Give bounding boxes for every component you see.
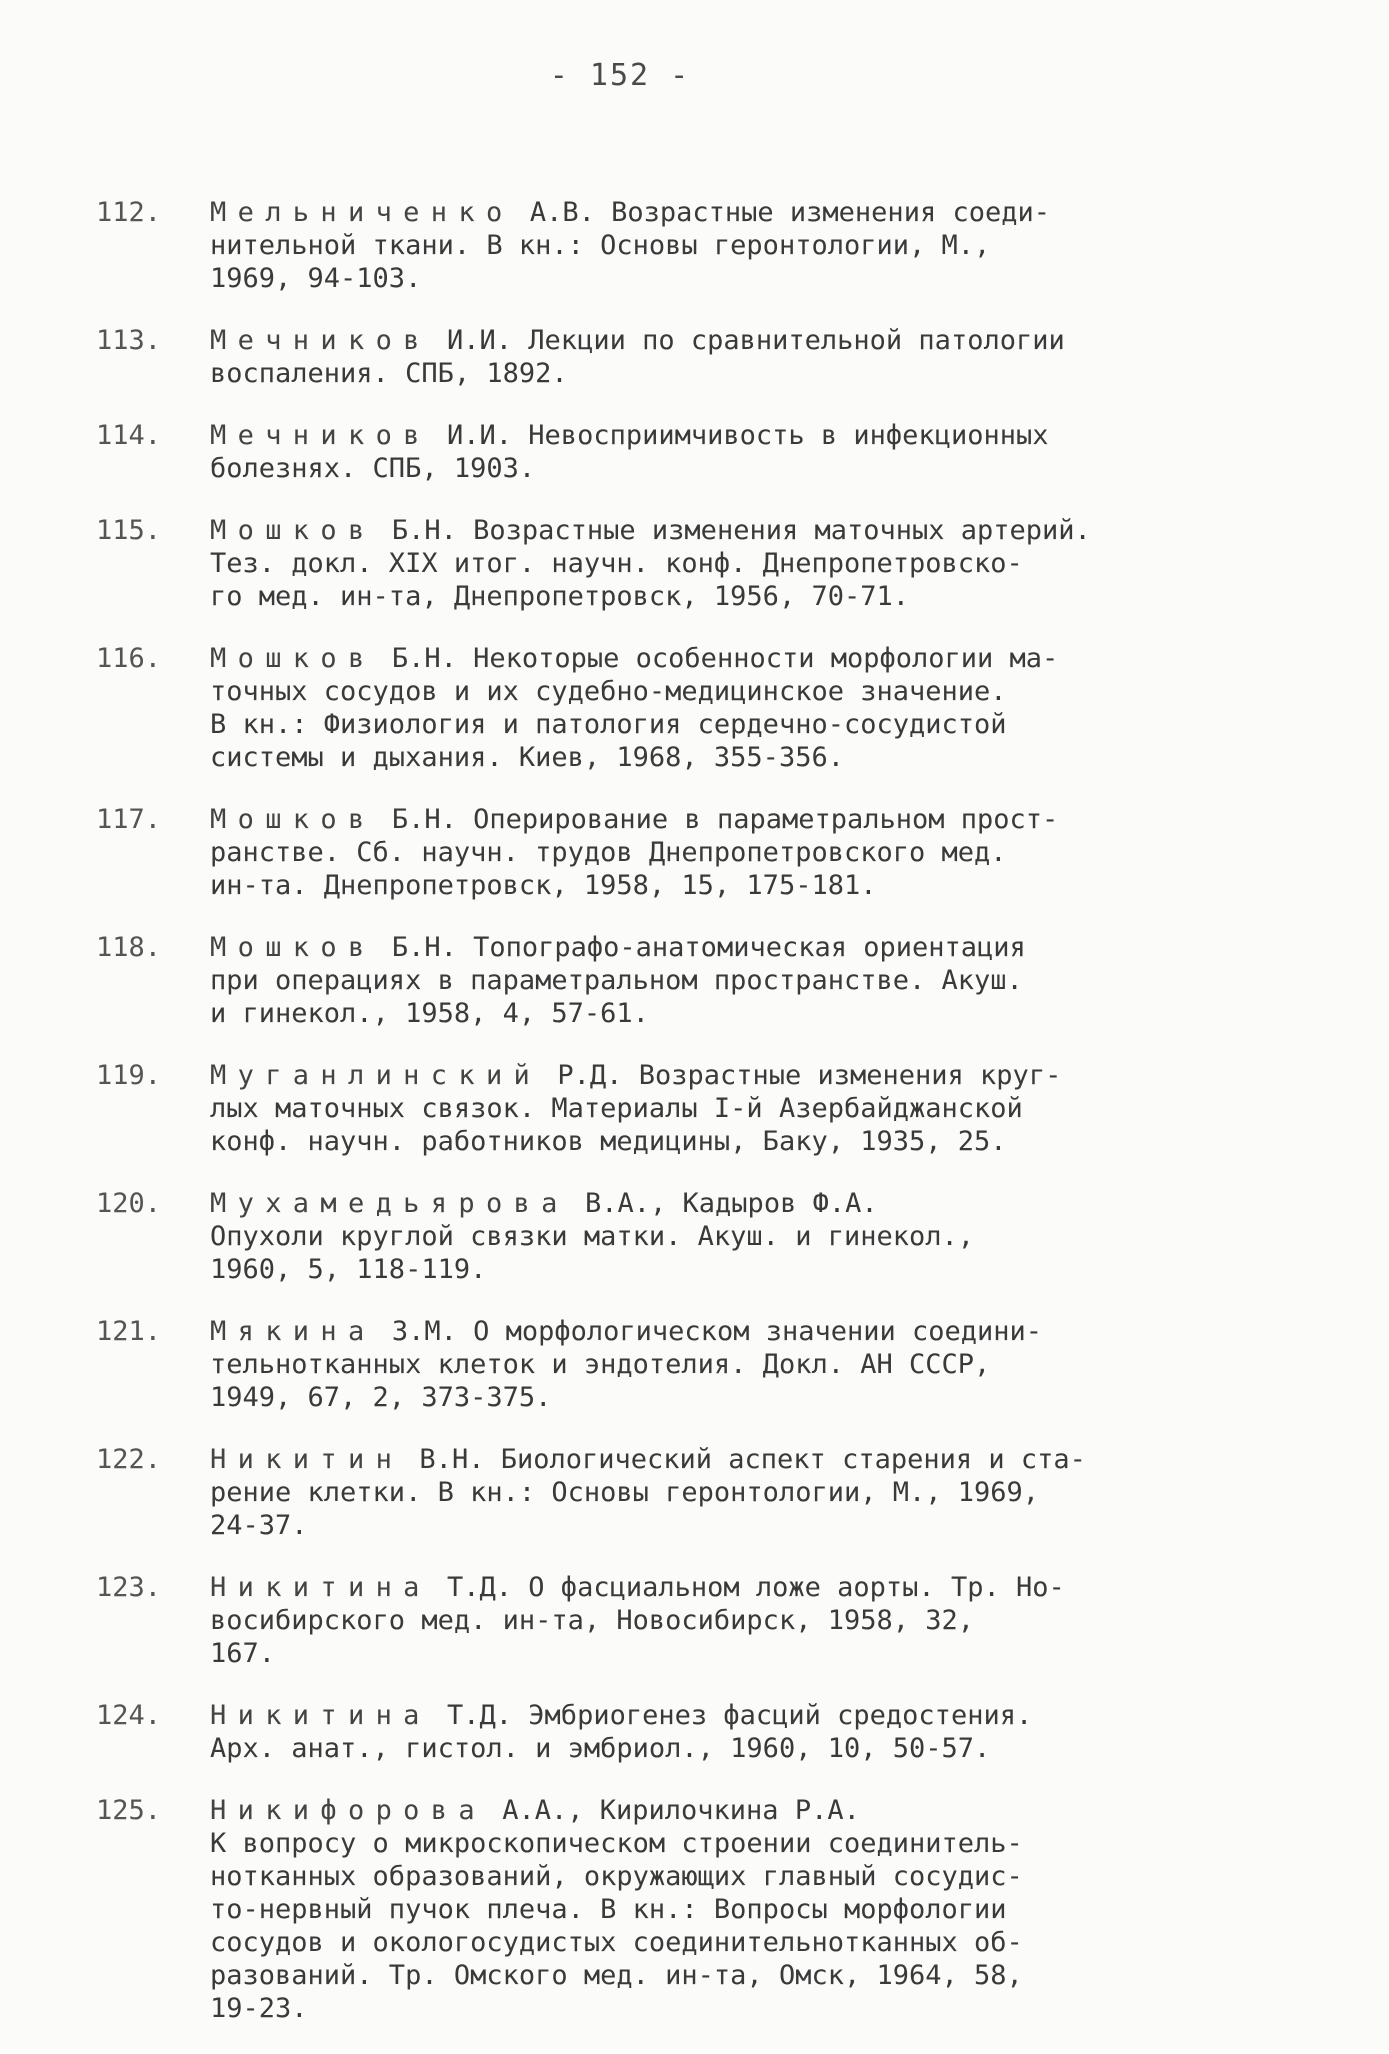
entry-citation: А.А., Кирилочкина Р.А. К вопросу о микроскопическом строении соединитель- нотканных образований, окружающих главный сосудис- то-нервный пучок плеча. В кн.: Вопросы морфологии сосудов и окологосудистых соединительнотканных об- разований. Тр. Омского мед. ин-та, Омск, 1964, 58, 19-23. <box>210 1795 1023 2024</box>
entry-citation: И.И. Невосприимчивость в инфекционных болезнях. СПБ, 1903. <box>210 420 1049 484</box>
entry-author: Мошков <box>210 932 376 963</box>
entry-text <box>210 324 1326 390</box>
entry-author: Муганлинский <box>210 1060 542 1091</box>
entry-citation: В.А., Кадыров Ф.А. Опухоли круглой связки матки. Акуш. и гинекол., 1960, 5, 118-119. <box>210 1188 975 1285</box>
entry-citation: Б.Н. Некоторые особенности морфологии ма- точных сосудов и их судебно-медицинское значение. В кн.: Физиология и патология сердечно-сосудистой системы и дыхания. Киев, 1968, 355-356. <box>210 643 1059 773</box>
entry-author: Никитин <box>210 1444 404 1475</box>
entry-citation: Б.Н. Топографо-анатомическая ориентация при операциях в параметральном пространстве. Акуш. и гинекол., 1958, 4, 57-61. <box>210 932 1026 1029</box>
entry-number: 120. <box>96 1188 162 1219</box>
entry-citation: Б.Н. Оперирование в параметральном прост- ранстве. Сб. научн. трудов Днепропетровского мед. ин-та. Днепропетровск, 1958, 15, 175-181. <box>210 804 1059 901</box>
entry-number: 114. <box>96 420 162 451</box>
bibliography-entry <box>96 1059 1326 1158</box>
entry-text <box>210 419 1326 485</box>
entry-number: 117. <box>96 804 162 835</box>
bibliography-entry <box>96 196 1326 295</box>
entry-text <box>210 1443 1326 1542</box>
entry-author: Никитина <box>210 1572 431 1603</box>
entry-author: Мечников <box>210 325 431 356</box>
entry-number: 122. <box>96 1444 162 1475</box>
entry-text <box>210 1315 1326 1414</box>
entry-author: Мечников <box>210 420 431 451</box>
entry-number: 119. <box>96 1060 162 1091</box>
entry-text <box>210 803 1326 902</box>
bibliography-entry <box>96 419 1326 485</box>
entry-number: 121. <box>96 1316 162 1347</box>
entry-citation: И.И. Лекции по сравнительной патологии воспаления. СПБ, 1892. <box>210 325 1065 389</box>
entry-text <box>210 514 1326 613</box>
entry-author: Мошков <box>210 515 376 546</box>
bibliography-list <box>96 196 1326 2054</box>
entry-text <box>210 1571 1326 1670</box>
entry-number: 125. <box>96 1795 162 1826</box>
entry-author: Мошков <box>210 804 376 835</box>
bibliography-entry <box>96 1187 1326 1286</box>
entry-citation: А.В. Возрастные изменения соеди- нительной ткани. В кн.: Основы геронтологии, М., 1969, 94-103. <box>210 197 1050 294</box>
entry-author: Мельниченко <box>210 197 514 228</box>
entry-text <box>210 1699 1326 1765</box>
entry-citation: З.М. О морфологическом значении соедини- тельнотканных клеток и эндотелия. Докл. АН СССР, 1949, 67, 2, 373-375. <box>210 1316 1043 1413</box>
entry-number: 112. <box>96 197 162 228</box>
bibliography-entry <box>96 514 1326 613</box>
entry-citation: В.Н. Биологический аспект старения и ста- рение клетки. В кн.: Основы геронтологии, М., 1969, 24-37. <box>210 1444 1086 1541</box>
entry-citation: Т.Д. О фасциальном ложе аорты. Тр. Но- восибирского мед. ин-та, Новосибирск, 1958, 32, 167. <box>210 1572 1065 1669</box>
entry-author: Никифорова <box>210 1795 486 1826</box>
page-number: - 152 - <box>549 58 691 93</box>
entry-text <box>210 1059 1326 1158</box>
bibliography-entry <box>96 1699 1326 1765</box>
entry-author: Мошков <box>210 643 376 674</box>
entry-citation: Р.Д. Возрастные изменения круг- лых маточных связок. Материалы I-й Азербайджанской конф. научн. работников медицины, Баку, 1935, 25. <box>210 1060 1062 1157</box>
entry-author: Мякина <box>210 1316 376 1347</box>
entry-text <box>210 642 1326 774</box>
entry-text <box>210 931 1326 1030</box>
bibliography-entry <box>96 324 1326 390</box>
entry-number: 113. <box>96 325 162 356</box>
bibliography-entry <box>96 1315 1326 1414</box>
entry-author: Никитина <box>210 1700 431 1731</box>
entry-citation: Т.Д. Эмбриогенез фасций средостения. Арх. анат., гистол. и эмбриол., 1960, 10, 50-57. <box>210 1700 1033 1764</box>
entry-text <box>210 1794 1326 2025</box>
entry-author: Мухамедьярова <box>210 1188 569 1219</box>
entry-number: 123. <box>96 1572 162 1603</box>
entry-number: 124. <box>96 1700 162 1731</box>
bibliography-entry <box>96 803 1326 902</box>
bibliography-entry <box>96 1794 1326 2025</box>
entry-number: 118. <box>96 932 162 963</box>
entry-number: 115. <box>96 515 162 546</box>
entry-citation: Б.Н. Возрастные изменения маточных артерий. Тез. докл. XIX итог. научн. конф. Днепропетровско- го мед. ин-та, Днепропетровск, 1956, 70-71. <box>210 515 1091 612</box>
bibliography-entry <box>96 931 1326 1030</box>
bibliography-entry <box>96 642 1326 774</box>
entry-number: 116. <box>96 643 162 674</box>
bibliography-entry <box>96 1571 1326 1670</box>
entry-text <box>210 196 1326 295</box>
entry-text <box>210 1187 1326 1286</box>
bibliography-entry <box>96 1443 1326 1542</box>
